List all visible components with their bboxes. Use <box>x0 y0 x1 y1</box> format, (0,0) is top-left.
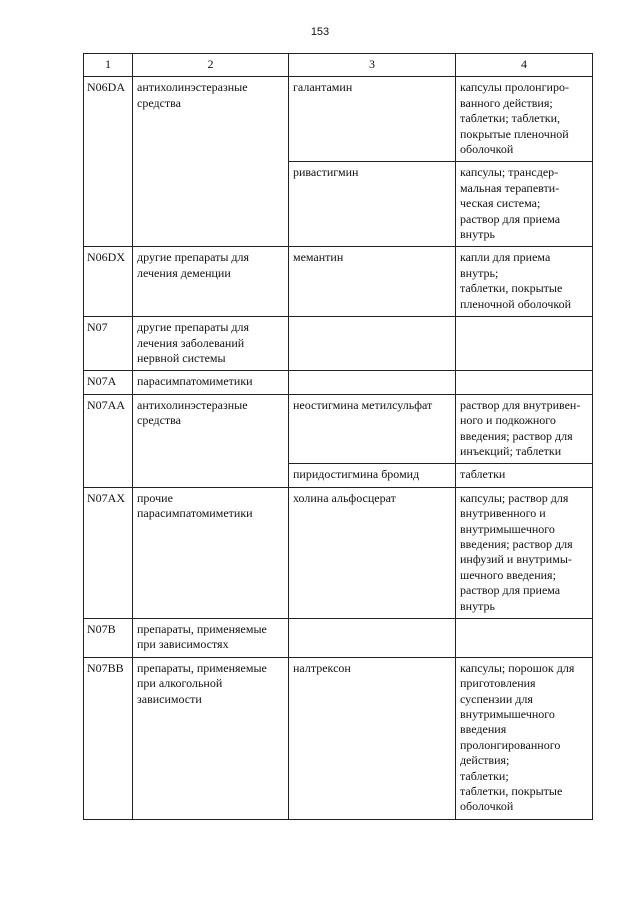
table-row <box>84 487 593 618</box>
group-name-cell: другие препараты для лечения заболеваний нервной системы <box>133 317 289 371</box>
table-row <box>84 247 593 317</box>
drug-name-cell: пиридостигмина бромид <box>289 464 456 487</box>
atc-code-cell: N06DA <box>84 77 133 247</box>
column-header-1: 1 <box>84 54 133 77</box>
table-row <box>84 77 593 162</box>
dosage-form-cell: капсулы; раствор для внутривенного и внутримышечного введения; раствор для инфузий и внутримы- шечного введения; раствор для приема внутрь <box>456 487 593 618</box>
drug-classification-table <box>83 53 593 820</box>
dosage-form-cell: капли для приема внутрь; таблетки, покрытые пленочной оболочкой <box>456 247 593 317</box>
drug-name-cell: ривастигмин <box>289 162 456 247</box>
dosage-form-cell <box>456 619 593 658</box>
table-row <box>84 371 593 394</box>
dosage-form-cell: капсулы; трансдер- мальная терапевти- ческая система; раствор для приема внутрь <box>456 162 593 247</box>
table-body <box>84 77 593 819</box>
dosage-form-cell: капсулы пролонгиро- ванного действия; таблетки; таблетки, покрытые пленочной оболочкой <box>456 77 593 162</box>
atc-code-cell: N07AX <box>84 487 133 618</box>
table-row <box>84 394 593 464</box>
drug-name-cell: мемантин <box>289 247 456 317</box>
table-row <box>84 317 593 371</box>
group-name-cell: другие препараты для лечения деменции <box>133 247 289 317</box>
dosage-form-cell: таблетки <box>456 464 593 487</box>
drug-name-cell: налтрексон <box>289 657 456 819</box>
dosage-form-cell: капсулы; порошок для приготовления суспензии для внутримышечного введения пролонгированного действия; таблетки; таблетки, покрытые оболочкой <box>456 657 593 819</box>
group-name-cell: антихолинэстеразные средства <box>133 77 289 247</box>
drug-name-cell <box>289 371 456 394</box>
table-row <box>84 619 593 658</box>
column-header-3: 3 <box>289 54 456 77</box>
group-name-cell: прочие парасимпатомиметики <box>133 487 289 618</box>
group-name-cell: препараты, применяемые при алкогольной зависимости <box>133 657 289 819</box>
group-name-cell: антихолинэстеразные средства <box>133 394 289 487</box>
drug-name-cell: галантамин <box>289 77 456 162</box>
atc-code-cell: N07AA <box>84 394 133 487</box>
dosage-form-cell <box>456 317 593 371</box>
drug-name-cell: неостигмина метилсульфат <box>289 394 456 464</box>
atc-code-cell: N07BB <box>84 657 133 819</box>
header-row <box>84 54 593 77</box>
group-name-cell: парасимпатомиметики <box>133 371 289 394</box>
drug-classification-table-wrapper <box>83 53 592 820</box>
atc-code-cell: N06DX <box>84 247 133 317</box>
drug-name-cell: холина альфосцерат <box>289 487 456 618</box>
atc-code-cell: N07B <box>84 619 133 658</box>
table-row <box>84 657 593 819</box>
page-number: 153 <box>310 26 330 38</box>
atc-code-cell: N07 <box>84 317 133 371</box>
dosage-form-cell: раствор для внутривен- ного и подкожного введения; раствор для инъекций; таблетки <box>456 394 593 464</box>
column-header-2: 2 <box>133 54 289 77</box>
dosage-form-cell <box>456 371 593 394</box>
column-header-4: 4 <box>456 54 593 77</box>
atc-code-cell: N07A <box>84 371 133 394</box>
drug-name-cell <box>289 619 456 658</box>
group-name-cell: препараты, применяемые при зависимостях <box>133 619 289 658</box>
drug-name-cell <box>289 317 456 371</box>
